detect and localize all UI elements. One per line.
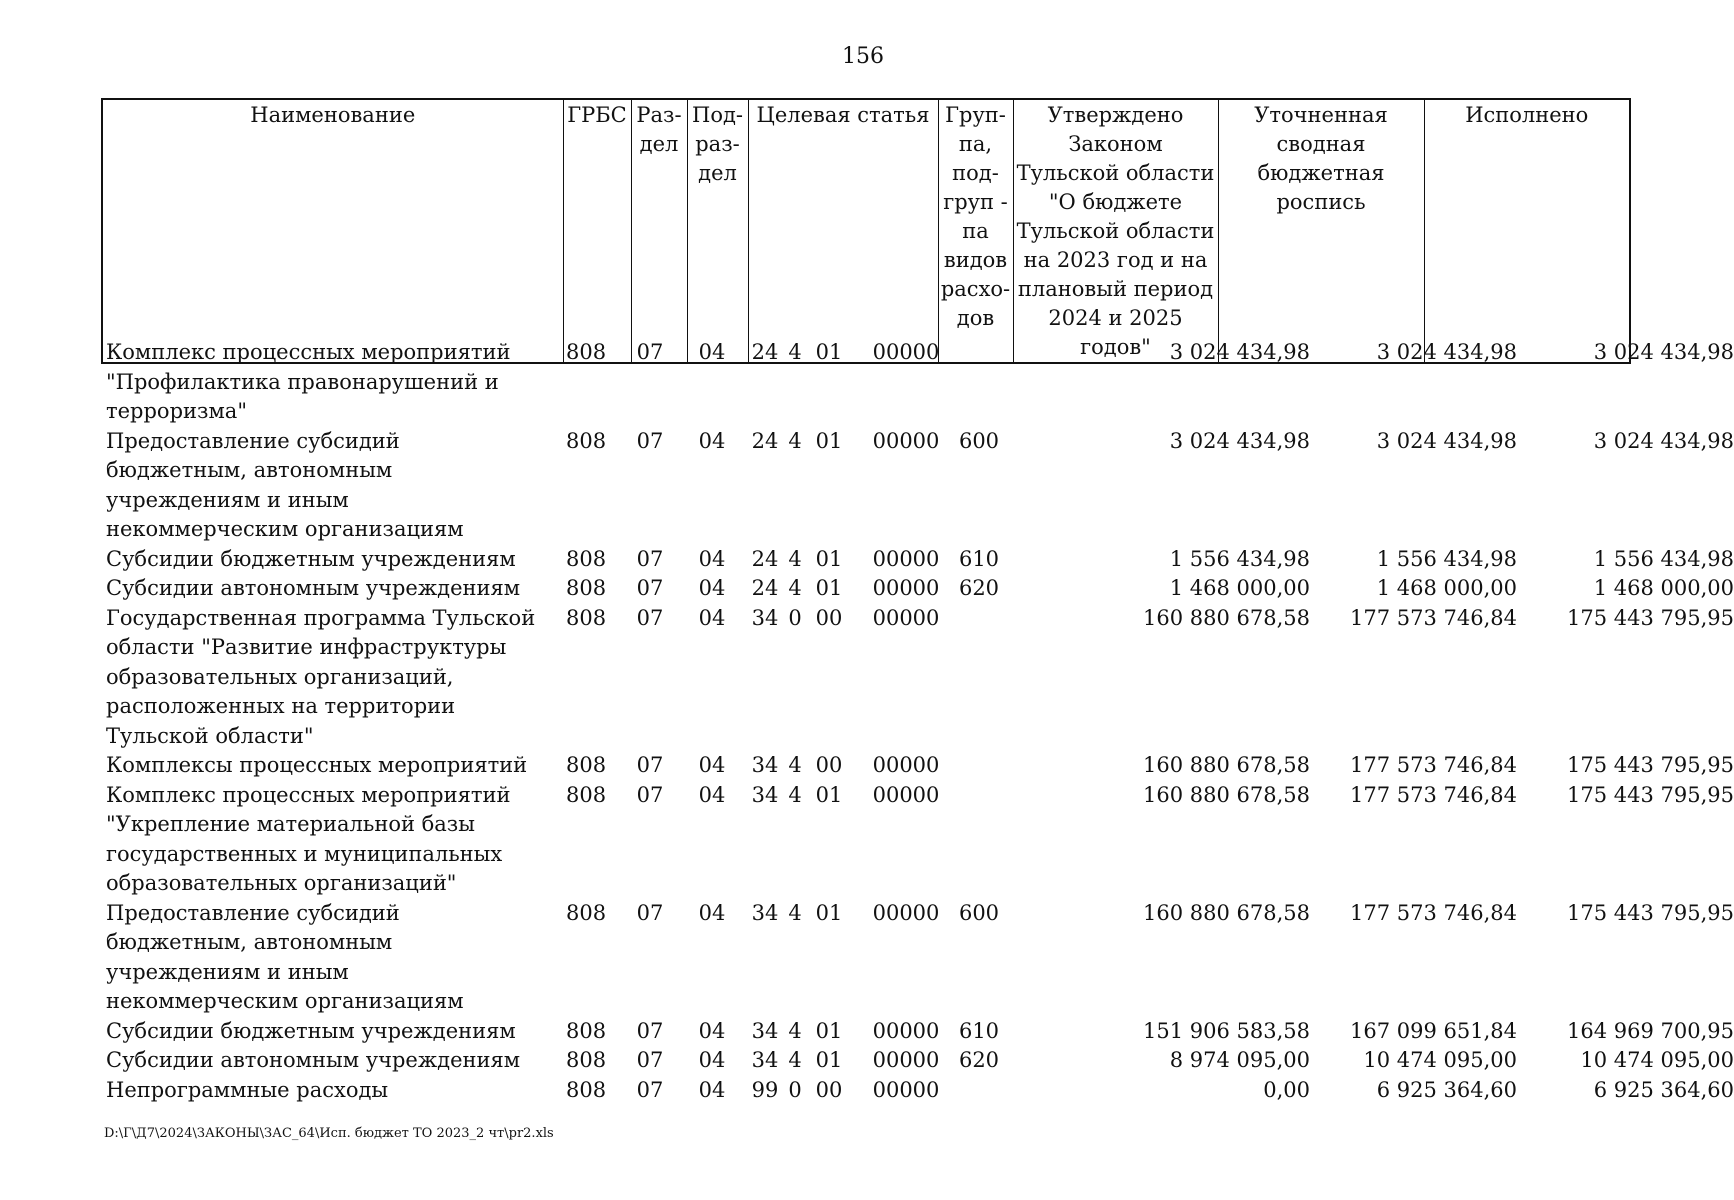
cell-grbs: 808 <box>566 428 607 453</box>
cell-target-type: 4 <box>788 900 802 925</box>
cell-razdel: 07 <box>636 900 664 925</box>
cell-expense-type: 600 <box>958 428 1000 453</box>
cell-target-item: 01 <box>815 1048 843 1072</box>
cell-name: Субсидии бюджетным учреждениям <box>106 1018 516 1043</box>
cell-specified: 177 573 746,84 <box>1350 605 1517 630</box>
header-target: Целевая статья <box>748 99 938 363</box>
cell-specified: 167 099 651,84 <box>1350 1018 1517 1043</box>
cell-approved: 1 556 434,98 <box>1169 546 1310 571</box>
cell-target-item: 01 <box>815 782 843 807</box>
cell-target-item: 01 <box>815 340 843 364</box>
cell-specified: 6 925 364,60 <box>1376 1077 1517 1102</box>
cell-approved: 160 880 678,58 <box>1143 900 1310 925</box>
cell-target-program: 34 <box>751 753 779 777</box>
cell-name: Комплексы процессных мероприятий <box>106 753 528 777</box>
cell-razdel: 07 <box>636 546 664 571</box>
table-row <box>101 751 1734 781</box>
header-name: Наименование <box>102 99 563 363</box>
cell-name: Комплекс процессных мероприятий "Профилактика правонарушений и терроризма" <box>106 340 511 423</box>
table-row <box>101 899 1734 1017</box>
cell-target-direction: 00000 <box>872 753 940 777</box>
cell-executed: 3 024 434,98 <box>1593 428 1734 453</box>
cell-specified: 177 573 746,84 <box>1350 782 1517 807</box>
cell-name: Субсидии бюджетным учреждениям <box>106 546 516 571</box>
cell-name: Комплекс процессных мероприятий "Укрепление материальной базы государственных и муниципальных образовательных организаций" <box>106 782 511 895</box>
cell-target-item: 01 <box>815 546 843 571</box>
cell-podrazdel: 04 <box>698 1048 726 1072</box>
header-group: Груп- па, под- груп - па видов расхо- дов <box>938 99 1013 363</box>
cell-specified: 3 024 434,98 <box>1376 340 1517 364</box>
cell-target-type: 4 <box>788 340 802 364</box>
cell-target-program: 34 <box>751 1018 779 1043</box>
cell-target-item: 00 <box>815 1077 843 1102</box>
cell-expense-type: 610 <box>958 1018 1000 1043</box>
cell-target-type: 0 <box>788 1077 802 1102</box>
cell-target-direction: 00000 <box>872 1048 940 1072</box>
cell-grbs: 808 <box>566 1018 607 1043</box>
cell-target-direction: 00000 <box>872 605 940 630</box>
cell-target-type: 4 <box>788 1048 802 1072</box>
cell-razdel: 07 <box>636 753 664 777</box>
table-row <box>101 1046 1734 1076</box>
cell-target-direction: 00000 <box>872 1018 940 1043</box>
cell-specified: 3 024 434,98 <box>1376 428 1517 453</box>
table-row <box>101 427 1734 545</box>
cell-expense-type: 610 <box>958 546 1000 571</box>
cell-podrazdel: 04 <box>698 1018 726 1043</box>
cell-grbs: 808 <box>566 900 607 925</box>
cell-executed: 175 443 795,95 <box>1567 782 1734 807</box>
cell-executed: 175 443 795,95 <box>1567 605 1734 630</box>
cell-expense-type: 620 <box>958 1048 1000 1072</box>
cell-grbs: 808 <box>566 576 607 600</box>
cell-executed: 10 474 095,00 <box>1580 1048 1734 1072</box>
cell-razdel: 07 <box>636 605 664 630</box>
cell-grbs: 808 <box>566 1048 607 1072</box>
cell-specified: 10 474 095,00 <box>1363 1048 1517 1072</box>
cell-podrazdel: 04 <box>698 1077 726 1102</box>
cell-target-program: 24 <box>751 340 779 364</box>
cell-name: Предоставление субсидий бюджетным, автономным учреждениям и иным некоммерческим организациям <box>106 900 464 1013</box>
table-header <box>101 98 1631 364</box>
table-row <box>101 781 1734 899</box>
cell-name: Субсидии автономным учреждениям <box>106 576 521 600</box>
cell-executed: 175 443 795,95 <box>1567 900 1734 925</box>
cell-razdel: 07 <box>636 340 664 364</box>
cell-target-type: 0 <box>788 605 802 630</box>
cell-razdel: 07 <box>636 428 664 453</box>
cell-target-direction: 00000 <box>872 428 940 453</box>
cell-specified: 177 573 746,84 <box>1350 900 1517 925</box>
cell-name: Субсидии автономным учреждениям <box>106 1048 521 1072</box>
cell-target-direction: 00000 <box>872 546 940 571</box>
cell-target-program: 34 <box>751 782 779 807</box>
table-row <box>101 338 1734 427</box>
cell-grbs: 808 <box>566 605 607 630</box>
cell-razdel: 07 <box>636 576 664 600</box>
cell-approved: 3 024 434,98 <box>1169 428 1310 453</box>
cell-approved: 8 974 095,00 <box>1169 1048 1310 1072</box>
cell-target-item: 00 <box>815 753 843 777</box>
cell-name: Государственная программа Тульской области "Развитие инфраструктуры образовательных организаций, расположенных на территории Тульской области" <box>106 605 536 748</box>
cell-razdel: 07 <box>636 1077 664 1102</box>
cell-target-direction: 00000 <box>872 782 940 807</box>
cell-target-program: 34 <box>751 1048 779 1072</box>
cell-podrazdel: 04 <box>698 428 726 453</box>
cell-grbs: 808 <box>566 546 607 571</box>
cell-target-program: 24 <box>751 428 779 453</box>
cell-approved: 160 880 678,58 <box>1143 605 1310 630</box>
cell-approved: 0,00 <box>1263 1077 1310 1102</box>
cell-grbs: 808 <box>566 782 607 807</box>
cell-razdel: 07 <box>636 1048 664 1072</box>
cell-podrazdel: 04 <box>698 605 726 630</box>
cell-podrazdel: 04 <box>698 900 726 925</box>
cell-target-direction: 00000 <box>872 900 940 925</box>
cell-podrazdel: 04 <box>698 753 726 777</box>
cell-target-type: 4 <box>788 546 802 571</box>
header-grbs: ГРБС <box>563 99 631 363</box>
cell-target-program: 34 <box>751 900 779 925</box>
page-number: 156 <box>842 44 884 69</box>
cell-target-direction: 00000 <box>872 1077 940 1102</box>
cell-target-item: 01 <box>815 900 843 925</box>
cell-podrazdel: 04 <box>698 576 726 600</box>
cell-name: Непрограммные расходы <box>106 1077 389 1102</box>
table-row <box>101 604 1734 752</box>
header-podrazdel: Под- раз- дел <box>687 99 748 363</box>
cell-specified: 1 556 434,98 <box>1376 546 1517 571</box>
cell-target-item: 01 <box>815 1018 843 1043</box>
cell-expense-type: 620 <box>958 576 1000 600</box>
header-razdel: Раз- дел <box>631 99 687 363</box>
cell-expense-type: 600 <box>958 900 1000 925</box>
cell-executed: 3 024 434,98 <box>1593 340 1734 364</box>
cell-executed: 6 925 364,60 <box>1593 1077 1734 1102</box>
cell-executed: 164 969 700,95 <box>1567 1018 1734 1043</box>
table-body <box>101 338 1734 1105</box>
cell-name: Предоставление субсидий бюджетным, автономным учреждениям и иным некоммерческим организациям <box>106 428 464 541</box>
cell-podrazdel: 04 <box>698 546 726 571</box>
table-row <box>101 1076 1734 1106</box>
cell-razdel: 07 <box>636 1018 664 1043</box>
cell-approved: 160 880 678,58 <box>1143 753 1310 777</box>
header-specified: Уточненная сводная бюджетная роспись <box>1218 99 1424 363</box>
cell-podrazdel: 04 <box>698 340 726 364</box>
table-row <box>101 574 1734 604</box>
cell-executed: 175 443 795,95 <box>1567 753 1734 777</box>
header-executed: Исполнено <box>1424 99 1630 363</box>
cell-target-item: 00 <box>815 605 843 630</box>
cell-target-program: 34 <box>751 605 779 630</box>
cell-target-item: 01 <box>815 576 843 600</box>
cell-target-direction: 00000 <box>872 340 940 364</box>
cell-target-type: 4 <box>788 1018 802 1043</box>
cell-approved: 1 468 000,00 <box>1169 576 1310 600</box>
cell-razdel: 07 <box>636 782 664 807</box>
header-approved: Утверждено Законом Тульской области "О бюджете Тульской области на 2023 год и на плановый период 2024 и 2025 годов" <box>1013 99 1218 363</box>
cell-specified: 1 468 000,00 <box>1376 576 1517 600</box>
cell-executed: 1 468 000,00 <box>1593 576 1734 600</box>
cell-executed: 1 556 434,98 <box>1593 546 1734 571</box>
cell-target-type: 4 <box>788 753 802 777</box>
cell-podrazdel: 04 <box>698 782 726 807</box>
cell-grbs: 808 <box>566 340 607 364</box>
cell-grbs: 808 <box>566 753 607 777</box>
cell-target-program: 99 <box>751 1077 779 1102</box>
cell-target-direction: 00000 <box>872 576 940 600</box>
cell-target-program: 24 <box>751 546 779 571</box>
table-row <box>101 1017 1734 1047</box>
cell-target-type: 4 <box>788 782 802 807</box>
cell-target-type: 4 <box>788 428 802 453</box>
cell-approved: 151 906 583,58 <box>1143 1018 1310 1043</box>
cell-target-item: 01 <box>815 428 843 453</box>
cell-approved: 160 880 678,58 <box>1143 782 1310 807</box>
cell-grbs: 808 <box>566 1077 607 1102</box>
table-row <box>101 545 1734 575</box>
cell-target-type: 4 <box>788 576 802 600</box>
cell-target-program: 24 <box>751 576 779 600</box>
footer-file-path: D:\Г\Д7\2024\ЗАКОНЫ\ЗАС_64\Исп. бюджет ТО 2023_2 чт\pr2.xls <box>104 1126 554 1141</box>
cell-specified: 177 573 746,84 <box>1350 753 1517 777</box>
cell-approved: 3 024 434,98 <box>1169 340 1310 364</box>
